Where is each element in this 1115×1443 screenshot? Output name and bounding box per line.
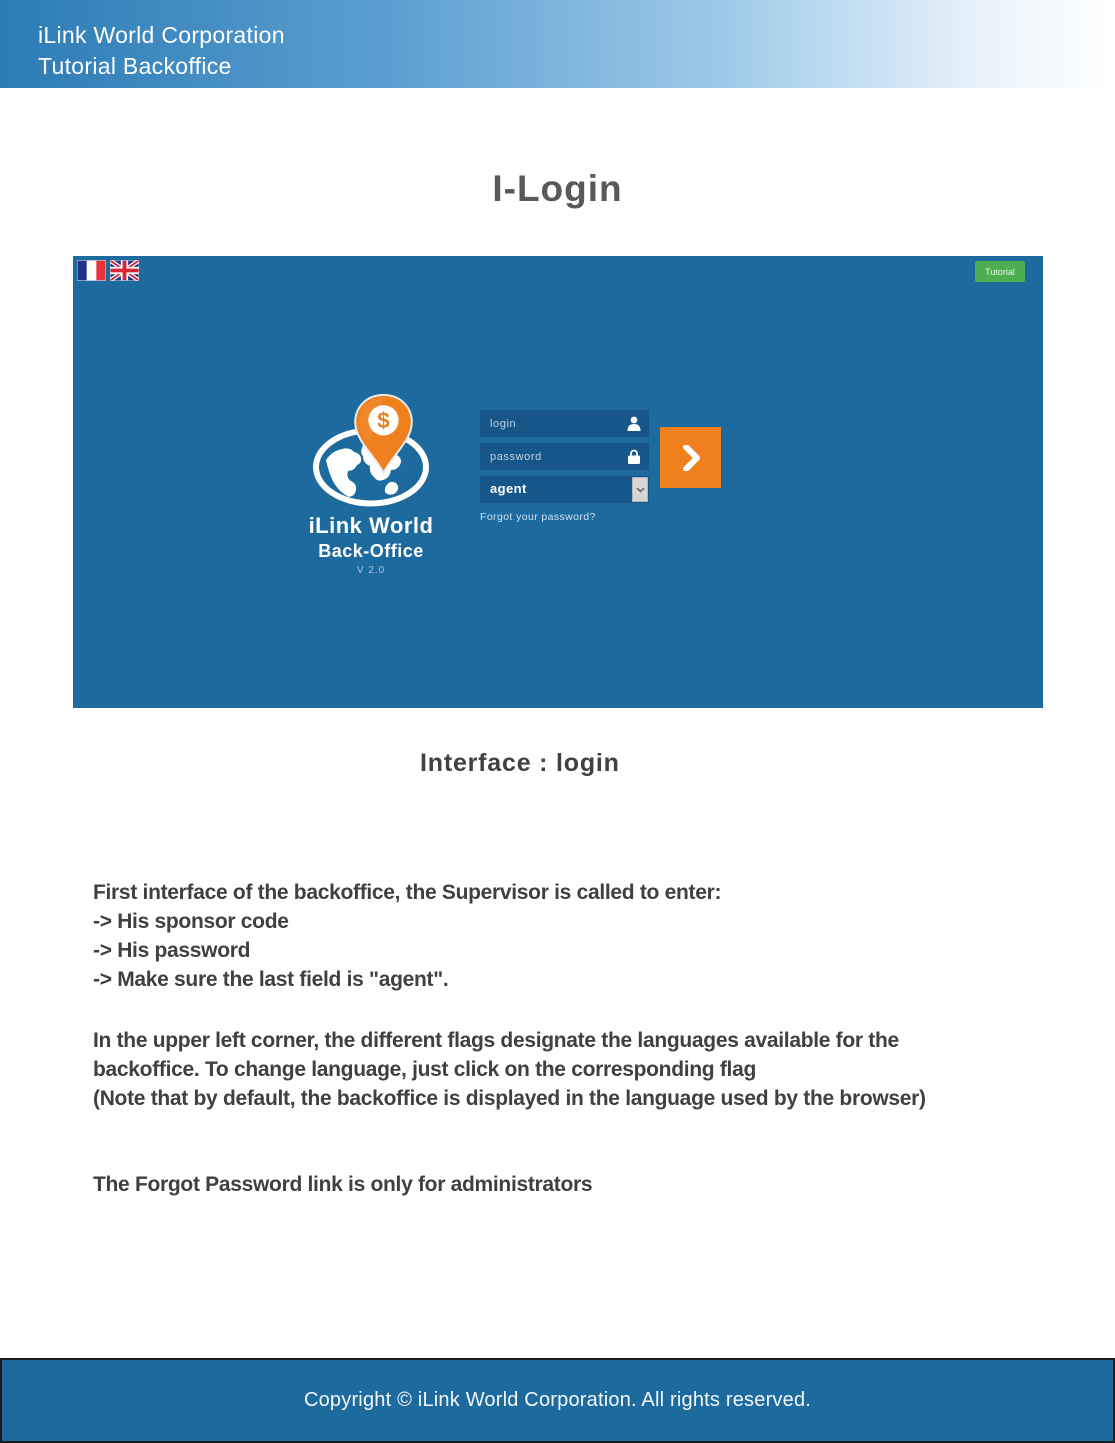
ilink-logo [288, 391, 454, 591]
paragraph-line: (Note that by default, the backoffice is displayed in the language used by the browser) [93, 1087, 926, 1110]
paragraph-line: backoffice. To change language, just click on the corresponding flag [93, 1058, 756, 1081]
logo-product-text: Back-Office [318, 541, 424, 561]
flag-uk-icon[interactable] [110, 260, 139, 281]
login-input[interactable] [480, 410, 649, 437]
paragraph-line: -> His sponsor code [93, 910, 289, 933]
paragraph-line: -> His password [93, 939, 251, 962]
paragraph-line: -> Make sure the last field is "agent". [93, 968, 449, 991]
password-field [480, 443, 649, 470]
paragraph-line: First interface of the backoffice, the Supervisor is called to enter: [93, 881, 722, 904]
chevron-down-icon [636, 487, 645, 493]
paragraph-instructions [93, 878, 721, 994]
role-select[interactable] [480, 476, 649, 503]
arrow-right-icon [678, 445, 704, 471]
user-icon [627, 416, 641, 431]
screenshot-caption: Interface : login [420, 749, 620, 777]
document-header [0, 0, 1115, 88]
login-screenshot-panel [73, 256, 1043, 708]
flag-france-icon[interactable] [77, 260, 106, 281]
dropdown-button[interactable] [632, 477, 648, 502]
page-title: I-Login [492, 168, 623, 209]
paragraph-line: The Forgot Password link is only for administrators [93, 1173, 593, 1196]
header-company-name: iLink World Corporation [38, 22, 285, 48]
password-input[interactable] [480, 443, 649, 470]
header-document-name: Tutorial Backoffice [38, 53, 232, 79]
language-flags [77, 260, 139, 281]
tutorial-button[interactable] [975, 261, 1025, 282]
location-pin-icon [352, 393, 415, 475]
paragraph-flags [93, 1026, 926, 1113]
paragraph-forgot-password [93, 1170, 592, 1199]
tutorial-button-label: Tutorial [985, 266, 1015, 277]
logo-version-text: V 2.0 [356, 565, 386, 576]
copyright-text: Copyright © iLink World Corporation. All rights reserved. [303, 1389, 812, 1411]
paragraph-line: In the upper left corner, the different flags designate the languages available for the [93, 1029, 899, 1052]
forgot-password-link[interactable]: Forgot your password? [480, 511, 596, 523]
document-footer [0, 1358, 1115, 1443]
lock-icon [627, 449, 641, 464]
dollar-symbol: $ [377, 408, 390, 434]
submit-button[interactable] [660, 427, 721, 488]
login-field [480, 410, 649, 437]
logo-brand-text: iLink World [308, 513, 434, 538]
role-selected-value: agent [490, 481, 527, 496]
